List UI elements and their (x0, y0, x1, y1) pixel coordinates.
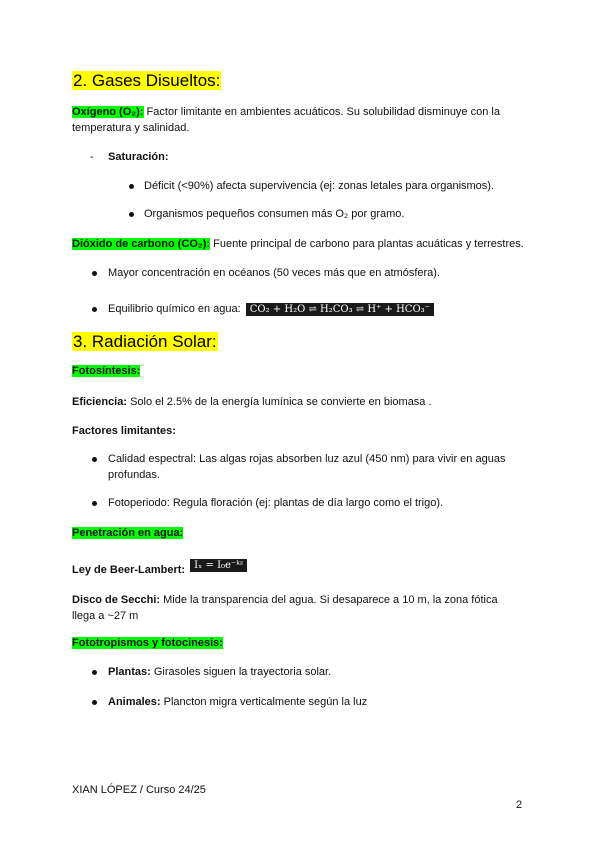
co2-equation: CO₂ + H₂O ⇌ H₂CO₃ ⇌ H⁺ + HCO₃⁻ (246, 303, 434, 316)
bullet-icon (129, 212, 134, 217)
limiting-item-2-text: Fotoperiodo: Regula floración (ej: plantas de día largo como el trigo). (108, 497, 444, 509)
beer-lambert-equation: Iₓ = I₀e⁻ᵏᶻ (190, 559, 247, 572)
oxygen-text-1: Factor limitante en ambientes acuáticos. Su solubilidad disminuye con la (143, 106, 500, 118)
secchi-paragraph (72, 592, 532, 624)
limiting-item-1 (108, 451, 548, 483)
secchi-text-1: Mide la transparencia del agua. Si desaparece a 10 m, la zona fótica (160, 594, 498, 606)
photosynthesis-heading (72, 363, 140, 379)
saturation-item (90, 149, 169, 165)
saturation-sub-item-2 (144, 206, 404, 222)
co2-item-1-text: Mayor concentración en océanos (50 veces más que en atmósfera). (108, 267, 441, 279)
bullet-icon (92, 670, 97, 675)
animals-text: Plancton migra verticalmente según la luz (160, 696, 368, 708)
tropism-label: Fototropismos y fotocinesis: (72, 637, 223, 649)
limiting-item-1-text-b: profundas. (108, 469, 160, 481)
plants-item (108, 664, 331, 680)
co2-item-2 (108, 301, 434, 317)
section-3-title: 3. Radiación Solar: (73, 332, 217, 351)
bullet-icon (92, 700, 97, 705)
animals-label: Animales: (108, 696, 161, 708)
co2-paragraph (72, 236, 524, 252)
oxygen-label: Oxígeno (O₂): (72, 106, 144, 118)
co2-item-2-text: Equilibrio químico en agua: (108, 303, 241, 315)
bullet-icon (92, 501, 97, 506)
bullet-icon (129, 184, 134, 189)
efficiency-paragraph (72, 394, 432, 410)
tropism-heading (72, 635, 223, 651)
bullet-icon (92, 457, 97, 462)
limiting-factors-heading (72, 423, 176, 439)
plants-text: Girasoles siguen la trayectoria solar. (150, 666, 332, 678)
footer-author: XIAN LÓPEZ / Curso 24/25 (72, 784, 206, 796)
section-2-heading (72, 71, 221, 91)
section-2-title: 2. Gases Disueltos: (73, 71, 221, 90)
plants-label: Plantas: (108, 666, 151, 678)
saturation-sub-item-2-text: Organismos pequeños consumen más O₂ por gramo. (144, 208, 405, 220)
oxygen-text-2: temperatura y salinidad. (72, 122, 190, 134)
saturation-label: Saturación: (108, 151, 169, 163)
penetration-heading (72, 525, 183, 541)
page-number: 2 (516, 799, 523, 811)
co2-item-1 (108, 265, 440, 281)
animals-item (108, 694, 367, 710)
saturation-sub-item-1-text: Déficit (<90%) afecta supervivencia (ej: zonas letales para organismos). (144, 180, 495, 192)
limiting-item-2 (108, 495, 443, 511)
saturation-sub-item-1 (144, 178, 494, 194)
oxygen-paragraph (72, 104, 542, 136)
secchi-label: Disco de Secchi: (72, 594, 161, 606)
bullet-icon (92, 307, 97, 312)
limiting-item-1-text-a: Calidad espectral: Las algas rojas absorben luz azul (450 nm) para vivir en aguas (108, 453, 506, 465)
co2-label: Dióxido de carbono (CO₂): (72, 238, 211, 250)
section-3-heading (72, 332, 218, 352)
photosynthesis-label: Fotosíntesis: (72, 365, 141, 377)
penetration-label: Penetración en agua: (72, 527, 184, 539)
efficiency-text: Solo el 2.5% de la energía lumínica se convierte en biomasa . (127, 396, 432, 408)
limiting-factors-label: Factores limitantes: (72, 425, 176, 437)
secchi-text-2: llega a ~27 m (72, 610, 139, 622)
efficiency-label: Eficiencia: (72, 396, 128, 408)
beer-lambert-label: Ley de Beer-Lambert: (72, 564, 186, 576)
co2-text: Fuente principal de carbono para plantas acuáticas y terrestres. (210, 238, 524, 250)
beer-lambert-paragraph (72, 562, 247, 578)
saturation-dash: - (90, 151, 94, 163)
bullet-icon (92, 271, 97, 276)
